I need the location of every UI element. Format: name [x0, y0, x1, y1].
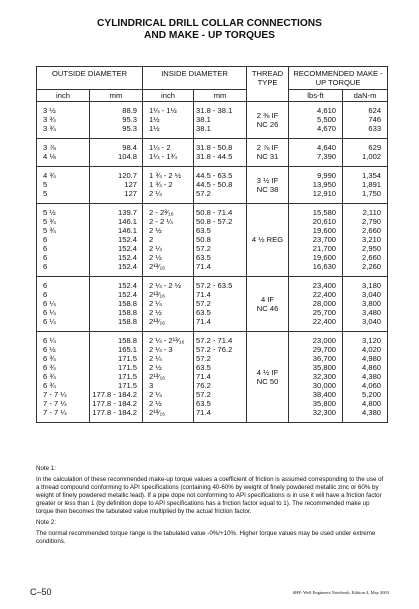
torque-dan-m: 3,210	[362, 235, 382, 244]
torque-lbs-ft: 30,000	[312, 381, 337, 390]
torque-lbs-ft: 22,400	[312, 290, 337, 299]
table-body	[37, 102, 388, 423]
inside-diameter-inch: 2¹³⁄₁₆	[149, 408, 166, 417]
inside-diameter-header: INSIDE DIAMETER	[143, 67, 247, 90]
inside-diameter-inch: 1¼ - 1¾	[149, 152, 177, 161]
inside-diameter-mm: 63.5	[196, 226, 211, 235]
outside-diameter-inch-cell	[37, 204, 90, 277]
torque-lbs-ft-cell	[289, 102, 343, 139]
torque-dan-m-cell	[343, 102, 388, 139]
torque-lbs-ft: 15,580	[312, 208, 337, 217]
unit-header: inch	[37, 90, 90, 102]
inside-diameter-inch-cell	[143, 167, 194, 204]
inside-diameter-mm: 44.5 - 63.5	[196, 171, 233, 180]
torque-dan-m-cell	[343, 277, 388, 332]
inside-diameter-inch: 2 ½	[149, 226, 162, 235]
inside-diameter-inch-cell	[143, 332, 194, 423]
torque-dan-m: 2,950	[362, 244, 382, 253]
outside-diameter-mm: 139.7	[118, 208, 138, 217]
unit-header: mm	[90, 90, 143, 102]
thread-type: NC 46	[256, 303, 279, 313]
outside-diameter-inch: 4 ⅛	[43, 152, 56, 161]
outside-diameter-mm: 146.1	[118, 226, 138, 235]
table-row	[37, 167, 388, 204]
outside-diameter-mm: 158.8	[118, 317, 138, 326]
inside-diameter-inch: 1¼ - 2	[149, 143, 171, 152]
thread-type-cell	[247, 204, 289, 277]
thread-type-cell	[247, 167, 289, 204]
outside-diameter-mm: 152.4	[118, 262, 138, 271]
table-row	[37, 277, 388, 332]
header-row	[37, 67, 388, 90]
outside-diameter-mm: 104.8	[118, 152, 138, 161]
inside-diameter-inch: 2 ¼	[149, 189, 162, 198]
outside-diameter-inch: 5 ¾	[43, 217, 56, 226]
torque-lbs-ft: 29,700	[312, 345, 337, 354]
torque-dan-m: 4,020	[362, 345, 382, 354]
outside-diameter-mm: 152.4	[118, 290, 138, 299]
outside-diameter-inch: 4 ¾	[43, 171, 56, 180]
inside-diameter-mm: 76.2	[196, 381, 211, 390]
note-1-text: In the calculation of these recommended make-up torque values a coefficient of friction is assumed corresponding to the use of a thread compound conforming to API specifications (containing 40-60% by weight of finely powdered metallic zinc or 60% by weight of finely powdered metallic lead). If a pipe dope not conforming to API specifications is in use it will have a friction factor greater or less than 1 (by definition dope to API specifications has a friction factor equal to 1). The recommended make up torque then becomes the tabulated value multiplied by the actual friction factor.	[36, 476, 384, 515]
notes-section	[36, 465, 388, 549]
outside-diameter-inch: 6 ¾	[43, 354, 56, 363]
torque-dan-m: 4,800	[362, 399, 382, 408]
thread-type-cell	[247, 332, 289, 423]
outside-diameter-inch: 5 ¾	[43, 226, 56, 235]
inside-diameter-mm-cell	[194, 204, 247, 277]
torque-lbs-ft: 23,000	[312, 336, 337, 345]
outside-diameter-inch-cell	[37, 167, 90, 204]
thread-type-header: THREAD TYPE	[247, 67, 289, 102]
thread-type-cell	[247, 277, 289, 332]
torque-lbs-ft: 19,600	[312, 253, 337, 262]
inside-diameter-mm: 44.5 - 50.8	[196, 180, 233, 189]
inside-diameter-mm: 63.5	[196, 308, 211, 317]
torque-lbs-ft: 16,630	[312, 262, 337, 271]
torque-dan-m: 3,040	[362, 317, 382, 326]
outside-diameter-mm-cell	[90, 277, 143, 332]
outside-diameter-inch: 6	[43, 244, 48, 253]
inside-diameter-mm: 31.8 - 50.8	[196, 143, 233, 152]
inside-diameter-mm: 38.1	[196, 124, 211, 133]
inside-diameter-inch: 1 ¾ - 2	[149, 180, 173, 189]
outside-diameter-inch: 6	[43, 281, 48, 290]
torque-dan-m-cell	[343, 332, 388, 423]
outside-diameter-mm: 127	[124, 189, 138, 198]
outside-diameter-mm: 158.8	[118, 336, 138, 345]
outside-diameter-mm: 88.9	[122, 106, 138, 115]
source-citation: SHP: Well Engineers Notebook, Edition 4, May 2003	[292, 590, 389, 595]
outside-diameter-inch: 3 ½	[43, 106, 56, 115]
thread-type: NC 50	[256, 376, 279, 386]
inside-diameter-mm: 50.8	[196, 235, 211, 244]
thread-type: NC 31	[256, 152, 279, 161]
inside-diameter-inch: 2 ¼ - 2 ½	[149, 281, 182, 290]
outside-diameter-inch: 6 ¾	[43, 381, 56, 390]
torque-lbs-ft: 23,700	[312, 235, 337, 244]
unit-row	[37, 90, 388, 102]
outside-diameter-mm: 158.8	[118, 299, 138, 308]
torque-lbs-ft: 4,640	[317, 143, 337, 152]
outside-diameter-mm-cell	[90, 102, 143, 139]
inside-diameter-inch: 2	[149, 235, 154, 244]
outside-diameter-mm-cell	[90, 332, 143, 423]
torque-dan-m: 2,790	[362, 217, 382, 226]
torque-lbs-ft: 13,950	[312, 180, 337, 189]
inside-diameter-mm: 57.2	[196, 390, 211, 399]
outside-diameter-inch: 6 ¾	[43, 363, 56, 372]
inside-diameter-inch: 1½	[149, 124, 160, 133]
outside-diameter-inch: 6 ¼	[43, 317, 56, 326]
torque-lbs-ft: 4,670	[317, 124, 337, 133]
torque-lbs-ft: 21,700	[312, 244, 337, 253]
outside-diameter-mm-cell	[90, 204, 143, 277]
unit-header: lbs-ft	[289, 90, 343, 102]
outside-diameter-inch: 3 ¾	[43, 115, 56, 124]
outside-diameter-inch: 7 - 7 ¼	[43, 399, 67, 408]
torque-dan-m: 1,002	[362, 152, 382, 161]
torque-table	[36, 66, 388, 423]
outside-diameter-mm: 152.4	[118, 281, 138, 290]
table-row	[37, 102, 388, 139]
table-row	[37, 139, 388, 167]
torque-lbs-ft: 22,400	[312, 317, 337, 326]
inside-diameter-mm-cell	[194, 277, 247, 332]
inside-diameter-mm: 63.5	[196, 399, 211, 408]
thread-type-cell	[247, 102, 289, 139]
table-row	[37, 204, 388, 277]
thread-type-cell	[247, 139, 289, 167]
torque-dan-m: 746	[368, 115, 382, 124]
outside-diameter-mm: 171.5	[118, 354, 138, 363]
torque-lbs-ft-cell	[289, 139, 343, 167]
inside-diameter-mm-cell	[194, 332, 247, 423]
torque-lbs-ft: 38,400	[312, 390, 337, 399]
torque-lbs-ft: 9,990	[317, 171, 337, 180]
outside-diameter-inch-cell	[37, 332, 90, 423]
outside-diameter-mm: 95.3	[122, 115, 138, 124]
torque-dan-m: 4,980	[362, 354, 382, 363]
torque-lbs-ft: 19,600	[312, 226, 337, 235]
inside-diameter-mm: 57.2 - 63.5	[196, 281, 233, 290]
inside-diameter-mm: 31.8 - 44.5	[196, 152, 233, 161]
outside-diameter-inch: 3 ⅞	[43, 143, 56, 152]
torque-dan-m: 3,180	[362, 281, 382, 290]
thread-type: 3 ½ IF	[256, 175, 279, 185]
table-row	[37, 332, 388, 423]
inside-diameter-inch: 1¼ - 1½	[149, 106, 177, 115]
torque-lbs-ft: 32,300	[312, 372, 337, 381]
title-line-2: AND MAKE - UP TORQUES	[144, 30, 275, 41]
note-2-text: The normal recommended torque range is the tabulated value -0%/+10%. Higher torque values may be used under extreme conditions.	[36, 530, 376, 545]
inside-diameter-inch: 2 ¼	[149, 390, 162, 399]
inside-diameter-inch: 2 ½	[149, 308, 162, 317]
torque-lbs-ft: 32,300	[312, 408, 337, 417]
outside-diameter-mm: 127	[124, 180, 138, 189]
torque-dan-m: 3,040	[362, 290, 382, 299]
torque-dan-m: 4,380	[362, 408, 382, 417]
inside-diameter-inch: 2¹³⁄₁₆	[149, 290, 166, 299]
torque-lbs-ft: 25,700	[312, 308, 337, 317]
outside-diameter-inch: 5 ½	[43, 208, 56, 217]
torque-dan-m: 2,110	[362, 208, 382, 217]
outside-diameter-mm: 171.5	[118, 372, 138, 381]
outside-diameter-inch: 5	[43, 180, 48, 189]
unit-header: daN-m	[343, 90, 388, 102]
outside-diameter-inch: 7 - 7 ¼	[43, 390, 67, 399]
torque-dan-m-cell	[343, 167, 388, 204]
outside-diameter-mm: 98.4	[122, 143, 138, 152]
torque-lbs-ft: 23,400	[312, 281, 337, 290]
inside-diameter-mm: 31.8 - 38.1	[196, 106, 233, 115]
inside-diameter-mm: 71.4	[196, 262, 211, 271]
thread-type: 4 IF	[260, 294, 275, 304]
page-title	[0, 18, 419, 42]
torque-dan-m: 1,354	[362, 171, 382, 180]
torque-lbs-ft: 35,800	[312, 363, 337, 372]
torque-dan-m: 3,120	[362, 336, 382, 345]
inside-diameter-inch-cell	[143, 102, 194, 139]
inside-diameter-mm-cell	[194, 167, 247, 204]
inside-diameter-inch-cell	[143, 277, 194, 332]
torque-lbs-ft-cell	[289, 204, 343, 277]
outside-diameter-inch: 6	[43, 262, 48, 271]
torque-lbs-ft: 7,390	[317, 152, 337, 161]
outside-diameter-mm: 177.8 - 184.2	[92, 408, 138, 417]
torque-lbs-ft: 35,800	[312, 399, 337, 408]
inside-diameter-mm: 63.5	[196, 363, 211, 372]
torque-lbs-ft: 12,910	[312, 189, 337, 198]
outside-diameter-inch: 6	[43, 290, 48, 299]
inside-diameter-mm: 57.2 - 71.4	[196, 336, 233, 345]
inside-diameter-inch: 1 ¾ - 2 ½	[149, 171, 182, 180]
page-number: C–50	[30, 587, 52, 597]
outside-diameter-inch: 5	[43, 189, 48, 198]
thread-type: 2 ⅜ IF	[256, 110, 279, 120]
inside-diameter-inch: 2 - 2 ¼	[149, 217, 173, 226]
thread-type: NC 38	[256, 184, 279, 194]
torque-lbs-ft-cell	[289, 277, 343, 332]
inside-diameter-inch: 2 ½	[149, 399, 162, 408]
torque-dan-m-cell	[343, 139, 388, 167]
torque-lbs-ft: 20,610	[312, 217, 337, 226]
unit-header: inch	[143, 90, 194, 102]
inside-diameter-inch: 2 ½	[149, 363, 162, 372]
title-line-1: CYLINDRICAL DRILL COLLAR CONNECTIONS	[97, 18, 322, 29]
outside-diameter-inch: 6 ¼	[43, 308, 56, 317]
outside-diameter-mm: 95.3	[122, 124, 138, 133]
torque-dan-m: 624	[368, 106, 382, 115]
outside-diameter-mm: 146.1	[118, 217, 138, 226]
outside-diameter-inch: 7 - 7 ¼	[43, 408, 67, 417]
inside-diameter-inch: 2¹³⁄₁₆	[149, 317, 166, 326]
inside-diameter-inch: 2¹³⁄₁₆	[149, 262, 166, 271]
torque-dan-m: 1,750	[362, 189, 382, 198]
inside-diameter-inch: 1½	[149, 115, 160, 124]
inside-diameter-inch: 2 ½	[149, 253, 162, 262]
torque-dan-m: 2,260	[362, 262, 382, 271]
inside-diameter-mm: 71.4	[196, 408, 211, 417]
inside-diameter-mm: 63.5	[196, 253, 211, 262]
inside-diameter-mm: 71.4	[196, 372, 211, 381]
inside-diameter-mm-cell	[194, 139, 247, 167]
inside-diameter-mm-cell	[194, 102, 247, 139]
outside-diameter-mm: 152.4	[118, 235, 138, 244]
outside-diameter-inch-cell	[37, 277, 90, 332]
torque-dan-m: 2,660	[362, 226, 382, 235]
inside-diameter-inch: 2 ¼ - 3	[149, 345, 173, 354]
inside-diameter-mm: 50.8 - 71.4	[196, 208, 233, 217]
inside-diameter-inch-cell	[143, 139, 194, 167]
inside-diameter-mm: 57.2	[196, 299, 211, 308]
thread-type: 4 ½ REG	[251, 235, 284, 244]
inside-diameter-mm: 57.2	[196, 354, 211, 363]
thread-type: 2 ⅞ IF	[256, 143, 279, 152]
torque-dan-m: 4,860	[362, 363, 382, 372]
outside-diameter-mm: 177.8 - 184.2	[92, 390, 138, 399]
torque-dan-m: 633	[368, 124, 382, 133]
unit-header: mm	[194, 90, 247, 102]
inside-diameter-inch: 2 - 2³⁄₁₆	[149, 208, 174, 217]
outside-diameter-inch: 6 ¼	[43, 299, 56, 308]
inside-diameter-mm: 71.4	[196, 317, 211, 326]
torque-dan-m: 3,800	[362, 299, 382, 308]
torque-dan-m: 4,380	[362, 372, 382, 381]
thread-type: NC 26	[256, 119, 279, 129]
outside-diameter-inch-cell	[37, 139, 90, 167]
outside-diameter-mm: 158.8	[118, 308, 138, 317]
outside-diameter-inch: 3 ¾	[43, 124, 56, 133]
inside-diameter-mm: 38.1	[196, 115, 211, 124]
torque-lbs-ft-cell	[289, 332, 343, 423]
torque-dan-m: 629	[368, 143, 382, 152]
thread-type: 4 ½ IF	[256, 367, 279, 377]
inside-diameter-mm: 57.2	[196, 244, 211, 253]
outside-diameter-inch: 6 ¼	[43, 336, 56, 345]
torque-dan-m: 2,660	[362, 253, 382, 262]
torque-lbs-ft: 4,610	[317, 106, 337, 115]
inside-diameter-mm: 50.8 - 57.2	[196, 217, 233, 226]
note-2-label: Note 2:	[36, 519, 56, 526]
outside-diameter-mm: 120.7	[118, 171, 138, 180]
torque-lbs-ft: 28,000	[312, 299, 337, 308]
inside-diameter-inch: 2 ¼	[149, 244, 162, 253]
inside-diameter-inch: 2 ¼ - 2¹³⁄₁₆	[149, 336, 185, 345]
torque-dan-m-cell	[343, 204, 388, 277]
outside-diameter-inch: 6	[43, 253, 48, 262]
inside-diameter-inch-cell	[143, 204, 194, 277]
outside-diameter-mm: 165.1	[118, 345, 138, 354]
outside-diameter-mm: 152.4	[118, 244, 138, 253]
torque-dan-m: 4,060	[362, 381, 382, 390]
inside-diameter-inch: 2 ¼	[149, 354, 162, 363]
outside-diameter-mm: 177.8 - 184.2	[92, 399, 138, 408]
outside-diameter-mm: 171.5	[118, 381, 138, 390]
inside-diameter-mm: 57.2 - 76.2	[196, 345, 233, 354]
outside-diameter-mm-cell	[90, 139, 143, 167]
inside-diameter-inch: 3	[149, 381, 154, 390]
inside-diameter-mm: 57.2	[196, 189, 211, 198]
torque-dan-m: 1,891	[362, 180, 382, 189]
outside-diameter-inch: 6 ½	[43, 345, 56, 354]
outside-diameter-inch: 6 ¾	[43, 372, 56, 381]
torque-dan-m: 3,480	[362, 308, 382, 317]
inside-diameter-inch: 2 ¼	[149, 299, 162, 308]
torque-lbs-ft: 5,500	[317, 115, 337, 124]
outside-diameter-inch-cell	[37, 102, 90, 139]
outside-diameter-mm-cell	[90, 167, 143, 204]
torque-lbs-ft: 36,700	[312, 354, 337, 363]
inside-diameter-mm: 71.4	[196, 290, 211, 299]
inside-diameter-inch: 2¹³⁄₁₆	[149, 372, 166, 381]
note-1-label: Note 1:	[36, 465, 56, 472]
outside-diameter-mm: 152.4	[118, 253, 138, 262]
outside-diameter-mm: 171.5	[118, 363, 138, 372]
torque-lbs-ft-cell	[289, 167, 343, 204]
recommended-torque-header: RECOMMENDED MAKE - UP TORQUE	[289, 67, 388, 90]
torque-dan-m: 5,200	[362, 390, 382, 399]
outside-diameter-header: OUTSIDE DIAMETER	[37, 67, 143, 90]
outside-diameter-inch: 6	[43, 235, 48, 244]
